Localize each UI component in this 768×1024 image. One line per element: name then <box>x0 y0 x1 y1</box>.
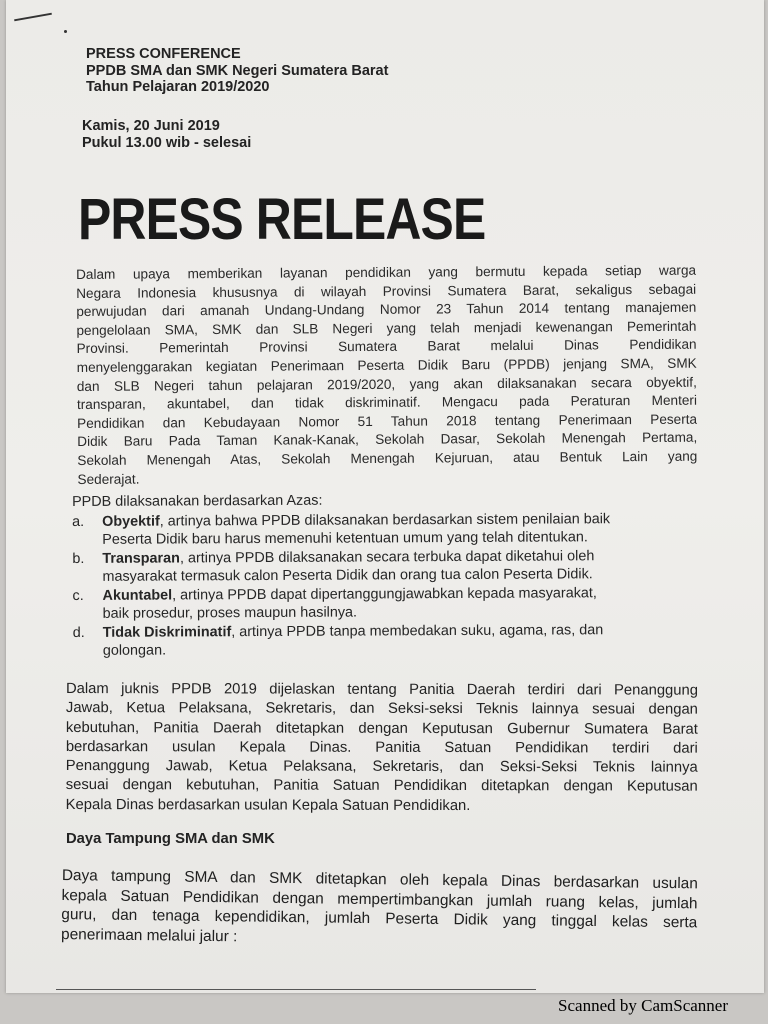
azas-item-line: Peserta Didik baru harus memenuhi ketentuan umum yang telah ditentukan. <box>102 529 588 548</box>
paragraph-line: Kepala Dinas berdasarkan usulan Kepala Satuan Pendidikan. <box>65 796 471 814</box>
paragraph-line: Provinsi. Pemerintah Provinsi Sumatera Barat melalui Dinas Pendidikan <box>76 337 697 357</box>
azas-text: , artinya PPDB tanpa membedakan suku, agama, ras, dan <box>231 621 604 640</box>
page-title: PRESS RELEASE <box>78 187 486 252</box>
date-time-block <box>82 118 251 152</box>
paragraph-line: transparan, akuntabel, dan tidak diskriminatif. Mengacu pada Peraturan Menteri <box>76 392 698 413</box>
paragraph-line: menyelenggarakan kegiatan Penerimaan Peserta Didik Baru (PPDB) jenjang SMA, SMK <box>76 355 697 375</box>
azas-text: , artinya bahwa PPDB dilaksanakan berdasarkan sistem penilaian baik <box>159 510 611 530</box>
azas-intro: PPDB dilaksanakan berdasarkan Azas: <box>72 492 323 510</box>
paragraph-line: kebutuhan, Panitia Daerah ditetapkan dengan Keputusan Gubernur Sumatera Barat <box>65 719 698 738</box>
azas-item-line: masyarakat termasuk calon Peserta Didik dan orang tua calon Peserta Didik. <box>102 566 593 585</box>
azas-list <box>72 490 705 661</box>
paragraph-line: Penanggung Jawab, Ketua Pelaksana, Sekretaris, dan Seksi-Seksi Teknis lainnya <box>65 758 698 776</box>
header-line: PRESS CONFERENCE <box>86 46 241 62</box>
paragraph-line: guru, dan tenaga kependidikan, jumlah Peserta Didik yang tinggal kelas serta <box>61 906 698 932</box>
paragraph-line: berdasarkan usulan Kepala Dinas. Panitia Satuan Pendidikan terdiri dari <box>65 738 698 757</box>
paragraph-line: penerimaan melalui jalur : <box>60 925 238 946</box>
footer-rule <box>56 989 536 990</box>
azas-term: Akuntabel <box>102 586 173 604</box>
paragraph-line: perwujudan dari amanah Undang-Undang Nomor 23 Tahun 2014 tentang manajemen <box>76 299 697 320</box>
scanned-page <box>6 0 764 993</box>
azas-item <box>72 546 704 586</box>
azas-term: Obyektif <box>102 513 160 530</box>
header-line: Tahun Pelajaran 2019/2020 <box>86 79 270 95</box>
list-marker: a. <box>72 513 85 530</box>
paragraph-line: Sederajat. <box>77 471 140 487</box>
paragraph-line: Dalam upaya memberikan layanan pendidikan yang bermutu kepada setiap warga <box>76 262 697 282</box>
azas-term: Tidak Diskriminatif <box>102 623 232 641</box>
time-line: Pukul 13.00 wib - selesai <box>82 135 252 151</box>
list-marker: c. <box>72 587 84 604</box>
paragraph-line: Sekolah Menengah Atas, Sekolah Menengah Kejuruan, atau Bentuk Lain yang <box>77 448 698 468</box>
list-marker: d. <box>72 624 85 641</box>
paragraph-line: Jawab, Ketua Pelaksana, Sekretaris, dan Seksi-seksi Teknis lainnya sesuai dengan <box>65 700 698 718</box>
azas-term: Transparan <box>102 549 180 567</box>
paragraph-line: pengelolaan SMA, SMK dan SLB Negeri yang telah menjadi kewenangan Pemerintah <box>76 318 697 338</box>
azas-item <box>72 583 704 623</box>
capacity-paragraph <box>61 866 698 953</box>
paragraph-line: dan SLB Negeri tahun pelajaran 2019/2020, yang akan dilaksanakan secara obyektif, <box>76 374 697 394</box>
paragraph-line: Didik Baru Pada Taman Kanak-Kanak, Sekolah Dasar, Sekolah Menengah Pertama, <box>77 430 698 450</box>
conference-header <box>86 46 388 96</box>
paragraph-line: kepala Satuan Pendidikan dengan mempertimbangkan jumlah ruang kelas, jumlah <box>61 886 698 912</box>
pen-mark <box>14 13 52 22</box>
paragraph-line: sesuai dengan kebutuhan, Panitia Satuan Pendidikan ditetapkan dengan Keputusan <box>65 777 698 796</box>
pen-dot <box>64 30 67 33</box>
camscanner-watermark: Scanned by CamScanner <box>558 996 728 1015</box>
azas-text: , artinya PPDB dapat dipertanggungjawabkan kepada masyarakat, <box>172 584 597 603</box>
azas-item-line: baik prosedur, proses maupun hasilnya. <box>102 604 358 622</box>
azas-item <box>73 620 705 660</box>
azas-item <box>72 509 704 549</box>
committee-paragraph <box>66 680 698 817</box>
paragraph-line: Dalam juknis PPDB 2019 dijelaskan tentang Panitia Daerah terdiri dari Penanggung <box>65 681 698 699</box>
paragraph-line: Pendidikan dan Kebudayaan Nomor 51 Tahun 2018 tentang Penerimaan Peserta <box>77 411 698 431</box>
header-line: PPDB SMA dan SMK Negeri Sumatera Barat <box>86 62 389 79</box>
azas-text: , artinya PPDB dilaksanakan secara terbuka dapat diketahui oleh <box>179 547 595 566</box>
section-heading: Daya Tampung SMA dan SMK <box>66 831 275 847</box>
intro-paragraph <box>76 262 698 489</box>
paragraph-line: Negara Indonesia khususnya di wilayah Provinsi Sumatera Barat, sekaligus sebagai <box>76 281 697 301</box>
azas-item-line: golongan. <box>102 642 167 659</box>
list-marker: b. <box>72 550 85 567</box>
paragraph-line: Daya tampung SMA dan SMK ditetapkan oleh kepala Dinas berdasarkan usulan <box>61 866 698 893</box>
date-line: Kamis, 20 Juni 2019 <box>82 118 220 134</box>
